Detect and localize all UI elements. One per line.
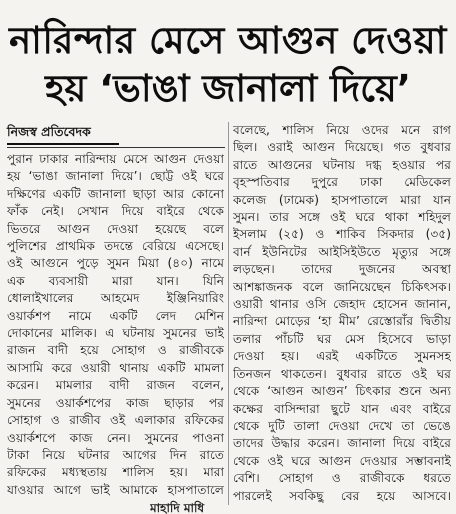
article-line: ওয়ার্কশপে কাজ নেন। সুমনের পাওনা (7, 430, 224, 445)
article-line: যাওয়ার আগে ভাই আমাকে হাসপাতালে (7, 482, 224, 497)
article-line: পারলেই সবকিছু বের হয়ে আসবে। (233, 488, 451, 503)
article-line: টাকা নিয়ে ঘটনার আগের দিন রাতে (7, 447, 224, 462)
article-line: দোকানের মালিক। এ ঘটনায় সুমনের ভাই (7, 326, 224, 341)
article-line: আশঙ্কাজনক বলে জানিয়েছেন চিকিৎসক। (233, 279, 451, 294)
column-top-rule (7, 147, 225, 148)
headline-line-2: হয় ‘ভাঙা জানালা দিয়ে’ (45, 67, 411, 110)
article-line: সুমন। তার সঙ্গে ওই ঘরে থাকা শহিদুল (233, 210, 451, 225)
article-line: নারিন্দা মোড়ের ‘হা মীম’ রেস্তোরাঁর দ্বিতীয় (233, 314, 451, 329)
article-line: আসামি করে ওয়ারী থানায় একটি মামলা (7, 360, 224, 375)
article-column-left (7, 151, 224, 499)
next-headline-fragment: মাহাদি মাধি (150, 501, 205, 514)
byline: নিজস্ব প্রতিবেদক (7, 124, 91, 139)
column-divider (228, 122, 229, 505)
article-line: দেওয়া হয়। এরই একটিতে সুমনসহ (233, 349, 451, 364)
headline-line-1: নারিন্দার মেসে আগুন দেওয়া (9, 19, 447, 62)
article-column-right (233, 122, 451, 505)
article-line: ওই আগুনে পুড়ে সুমন মিয়া (৪০) নামে (7, 256, 224, 271)
article-line: পুলিশের প্রাথমিক তদন্তে বেরিয়ে এসেছে। (7, 239, 224, 254)
article-line: রাজন বাদী হয়ে সোহাগ ও রাজীবকে (7, 343, 224, 358)
article-line: এক ব্যবসায়ী মারা যান। যিনি (7, 273, 224, 288)
article-line: করেন। মামলার বাদী রাজন বলেন, (7, 378, 224, 393)
article-line: ওয়ারী থানার ওসি জেহাদ হোসেন জানান, (233, 297, 451, 312)
article-line: ছিল। ওরাই আগুন দিয়েছে। গত বুধবার (233, 140, 451, 155)
article-line: ফাঁক নেই। সেখান দিয়ে বাইরে থেকে (7, 204, 224, 219)
article-line: হয় ‘ভাঙা জানালা দিয়ে’। ছোট্ট ওই ঘরে (7, 169, 224, 184)
article-line: তাদের উদ্ধার করেন। জানালা দিয়ে বাইরে (233, 436, 451, 451)
article-line: থেকে ওই ঘরে আগুন দেওয়ার সম্ভাবনাই (233, 453, 451, 468)
article-line: বেশি। সোহাগ ও রাজীবকে ধরতে (233, 471, 451, 486)
article-line: বার্ন ইউনিটের আইসিইউতে মৃত্যুর সঙ্গে (233, 244, 451, 259)
article-line: ভিতরে আগুন দেওয়া হয়েছে বলে (7, 221, 224, 236)
article-line: বলেছে, শালিস নিয়ে ওদের মনে রাগ (233, 123, 451, 137)
article-line: দক্ষিণের একটি জানালা ছাড়া আর কোনো (7, 186, 224, 201)
article-line: কক্ষের বাসিন্দারা ছুটে যান এবং বাইরে (233, 401, 451, 416)
article-line: বৃহস্পতিবার দুপুরে ঢাকা মেডিকেল (233, 175, 451, 190)
article-line: পুরান ঢাকার নারিন্দায় মেসে আগুন দেওয়া (7, 152, 224, 166)
article-line: ইসলাম (২৫) ও শাকিব সিকদার (৩৫) (233, 227, 451, 242)
article-line: সুমনের ওয়ার্কশপের কাজ ছাড়ার পর (7, 395, 224, 410)
article-line: সোহাগ ও রাজীব ওই এলাকার রফিকের (7, 413, 224, 428)
article-line: কলেজ (ঢামেক) হাসপাতালে মারা যান (233, 192, 451, 207)
article-line: তলার পাঁচটি ঘর মেস হিসেবে ভাড়া (233, 331, 451, 346)
article-line: তিনজন থাকতেন। বুধবার রাতে ওই ঘর (233, 366, 451, 381)
byline-underline (7, 143, 119, 145)
article-line: থেকে ‘আগুন আগুন’ চিৎকার শুনে অন্য (233, 384, 451, 399)
article-line: থেকে দুটি তালা দেওয়া দেখে তা ভেঙে (233, 418, 451, 433)
article-line: রাতে আগুনের ঘটনায় দগ্ধ হওয়ার পর (233, 157, 451, 172)
headline (0, 18, 456, 112)
article-line: লড়ছেন। তাদের দুজনের অবস্থা (233, 262, 451, 277)
article-line: ওয়ার্কশপ নামে একটি লেদ মেশিন (7, 308, 224, 323)
article-line: ধোলাইখালের আহমেদ ইঞ্জিনিয়ারিং (7, 291, 224, 306)
article-line: রফিকের মধ্যস্থতায় শালিস হয়। মারা (7, 465, 224, 480)
